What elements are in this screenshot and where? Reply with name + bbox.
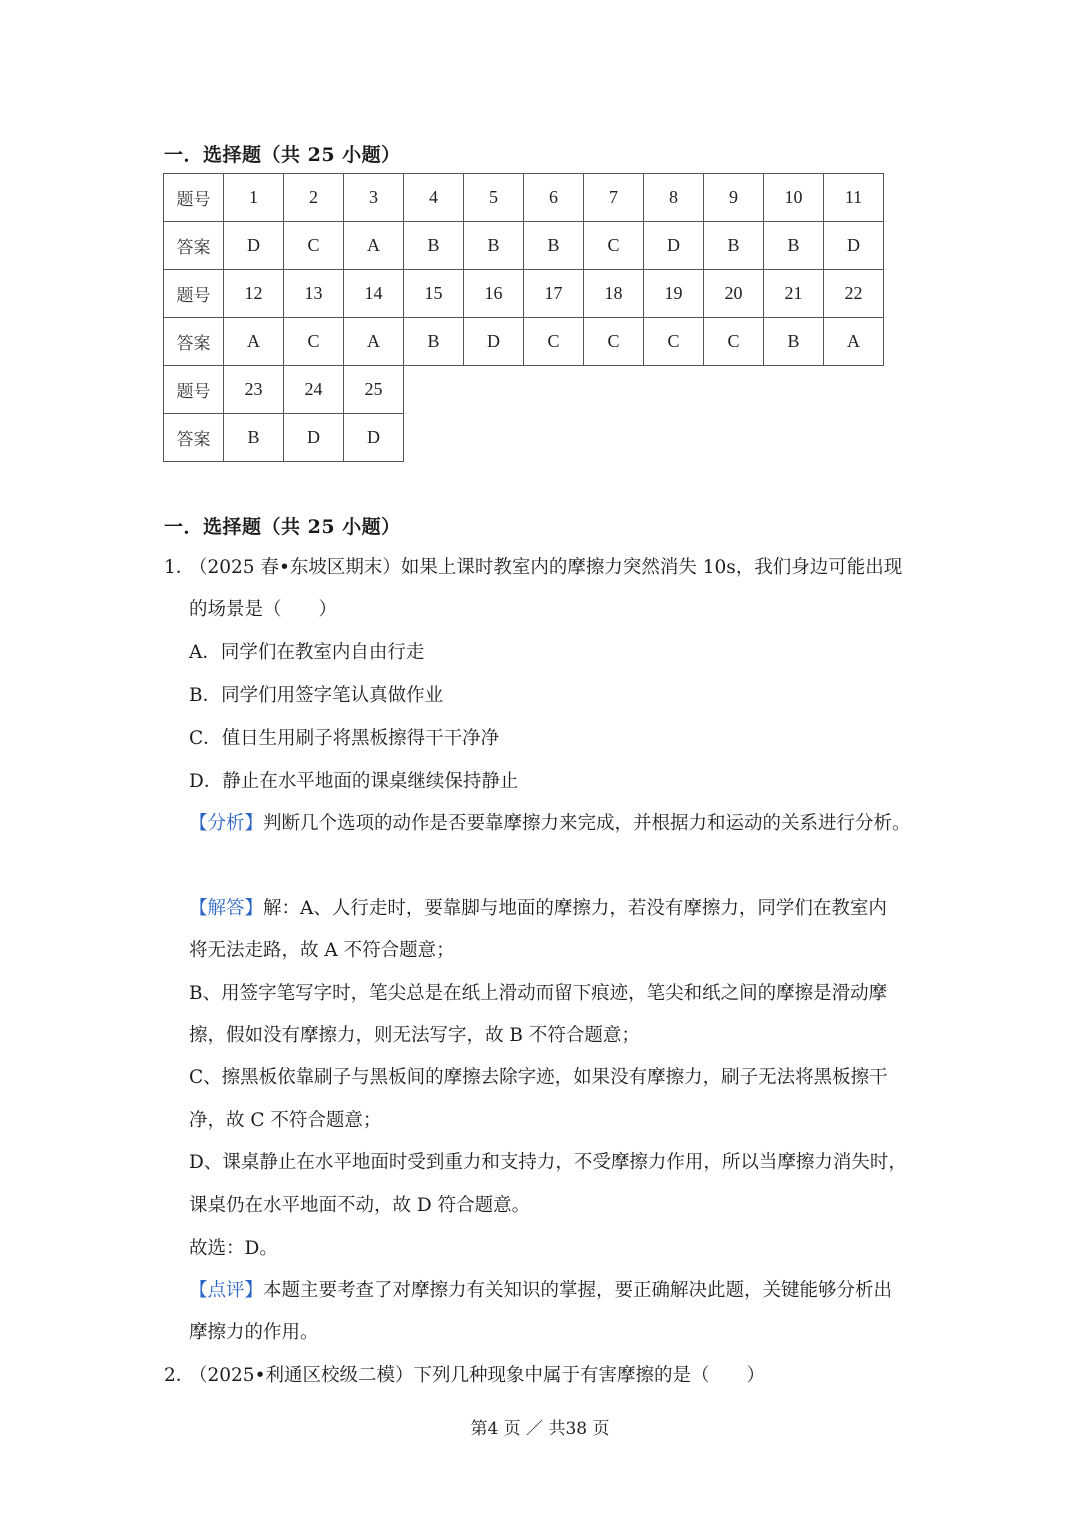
comment-tag: 【点评】 [189, 1280, 264, 1301]
answer-cell: B [404, 222, 464, 270]
empty-cell [704, 414, 764, 462]
analysis-tag: 【分析】 [189, 813, 264, 834]
solution-line-8: 故选：D。 [189, 1238, 278, 1259]
question-1-number: 1． [164, 557, 195, 578]
solution-tag: 【解答】 [189, 898, 264, 919]
question-number-cell: 25 [344, 366, 404, 414]
option-b: B．同学们用签字笔认真做作业 [189, 685, 444, 706]
solution-line-3: 擦，假如没有摩擦力，则无法写字，故 B 不符合题意； [189, 1025, 640, 1046]
empty-cell [464, 414, 524, 462]
empty-cell [704, 366, 764, 414]
empty-cell [824, 366, 884, 414]
answer-cell: D [284, 414, 344, 462]
empty-cell [644, 414, 704, 462]
question-number-cell: 8 [644, 174, 704, 222]
answer-cell: B [224, 414, 284, 462]
question-number-cell: 2 [284, 174, 344, 222]
question-number-cell: 10 [764, 174, 824, 222]
comment-line [189, 1278, 892, 1304]
answer-label: 答案 [164, 222, 224, 270]
question-number-cell: 21 [764, 270, 824, 318]
answer-table [163, 173, 884, 462]
question-number-cell: 4 [404, 174, 464, 222]
answer-cell: C [284, 222, 344, 270]
comment-line-2: 摩擦力的作用。 [189, 1322, 319, 1343]
option-d: D．静止在水平地面的课桌继续保持静止 [189, 771, 519, 792]
answer-row [164, 318, 884, 366]
number-row [164, 366, 884, 414]
answer-cell: B [524, 222, 584, 270]
empty-cell [464, 366, 524, 414]
empty-cell [404, 414, 464, 462]
answer-cell: B [404, 318, 464, 366]
empty-cell [524, 366, 584, 414]
question-number-cell: 3 [344, 174, 404, 222]
question-number-cell: 18 [584, 270, 644, 318]
empty-cell [584, 366, 644, 414]
option-a: A．同学们在教室内自由行走 [189, 642, 425, 663]
answer-cell: C [584, 318, 644, 366]
empty-cell [584, 414, 644, 462]
section-title: 一．选择题（共 25 小题） [164, 144, 401, 166]
answer-cell: A [824, 318, 884, 366]
question-number-label: 题号 [164, 174, 224, 222]
answer-cell: B [464, 222, 524, 270]
question-number-cell: 5 [464, 174, 524, 222]
empty-cell [824, 414, 884, 462]
answer-cell: C [704, 318, 764, 366]
question-number-cell: 6 [524, 174, 584, 222]
number-row [164, 270, 884, 318]
question-number-cell: 14 [344, 270, 404, 318]
answer-cell: B [704, 222, 764, 270]
question-2-stem: （2025•利通区校级二模）下列几种现象中属于有害摩擦的是（ ） [189, 1365, 765, 1386]
empty-cell [764, 414, 824, 462]
question-number-cell: 19 [644, 270, 704, 318]
solution-line-1: 将无法走路，故 A 不符合题意； [189, 940, 455, 961]
question-1-stem-line1: （2025 春•东坡区期末）如果上课时教室内的摩擦力突然消失 10s，我们身边可能出现 [189, 557, 903, 578]
solution-line-2: B、用签字笔写字时，笔尖总是在纸上滑动而留下痕迹，笔尖和纸之间的摩擦是滑动摩 [189, 983, 888, 1004]
analysis-line [189, 811, 911, 837]
solution-line-5: 净，故 C 不符合题意； [189, 1110, 382, 1131]
number-row [164, 174, 884, 222]
answer-cell: B [764, 318, 824, 366]
answer-cell: D [824, 222, 884, 270]
question-number-cell: 7 [584, 174, 644, 222]
answer-cell: C [284, 318, 344, 366]
option-c: C．值日生用刷子将黑板擦得干干净净 [189, 728, 500, 749]
question-1-stem-line2: 的场景是（ ） [189, 599, 338, 620]
question-number-cell: 15 [404, 270, 464, 318]
answer-cell: C [524, 318, 584, 366]
solution-line-6: D、课桌静止在水平地面时受到重力和支持力，不受摩擦力作用，所以当摩擦力消失时， [189, 1152, 907, 1173]
comment-text: 本题主要考查了对摩擦力有关知识的掌握，要正确解决此题，关键能够分析出 [263, 1280, 893, 1301]
answer-cell: A [224, 318, 284, 366]
empty-cell [404, 366, 464, 414]
answer-row [164, 222, 884, 270]
answer-label: 答案 [164, 414, 224, 462]
question-2-number: 2． [164, 1365, 195, 1386]
page-footer: 第4 页 ／ 共38 页 [470, 1419, 610, 1439]
answer-label: 答案 [164, 318, 224, 366]
section-title-2: 一．选择题（共 25 小题） [164, 516, 401, 538]
empty-cell [764, 366, 824, 414]
question-number-cell: 13 [284, 270, 344, 318]
empty-cell [644, 366, 704, 414]
answer-cell: B [764, 222, 824, 270]
question-number-cell: 12 [224, 270, 284, 318]
answer-cell: D [464, 318, 524, 366]
solution-first: 解：A、人行走时，要靠脚与地面的摩擦力，若没有摩擦力，同学们在教室内 [263, 898, 887, 919]
question-number-cell: 17 [524, 270, 584, 318]
question-number-label: 题号 [164, 270, 224, 318]
question-number-label: 题号 [164, 366, 224, 414]
question-number-cell: 23 [224, 366, 284, 414]
analysis-text: 判断几个选项的动作是否要靠摩擦力来完成，并根据力和运动的关系进行分析。 [263, 813, 911, 834]
empty-cell [524, 414, 584, 462]
solution-line-7: 课桌仍在水平地面不动，故 D 符合题意。 [189, 1195, 531, 1216]
question-number-cell: 1 [224, 174, 284, 222]
solution-line [189, 896, 887, 922]
question-number-cell: 16 [464, 270, 524, 318]
question-number-cell: 9 [704, 174, 764, 222]
solution-line-4: C、擦黑板依靠刷子与黑板间的摩擦去除字迹，如果没有摩擦力，刷子无法将黑板擦干 [189, 1067, 888, 1088]
answer-row [164, 414, 884, 462]
answer-cell: C [584, 222, 644, 270]
question-number-cell: 11 [824, 174, 884, 222]
answer-cell: D [224, 222, 284, 270]
answer-cell: A [344, 318, 404, 366]
answer-cell: D [344, 414, 404, 462]
answer-cell: A [344, 222, 404, 270]
answer-cell: C [644, 318, 704, 366]
question-number-cell: 22 [824, 270, 884, 318]
question-number-cell: 20 [704, 270, 764, 318]
question-number-cell: 24 [284, 366, 344, 414]
answer-cell: D [644, 222, 704, 270]
